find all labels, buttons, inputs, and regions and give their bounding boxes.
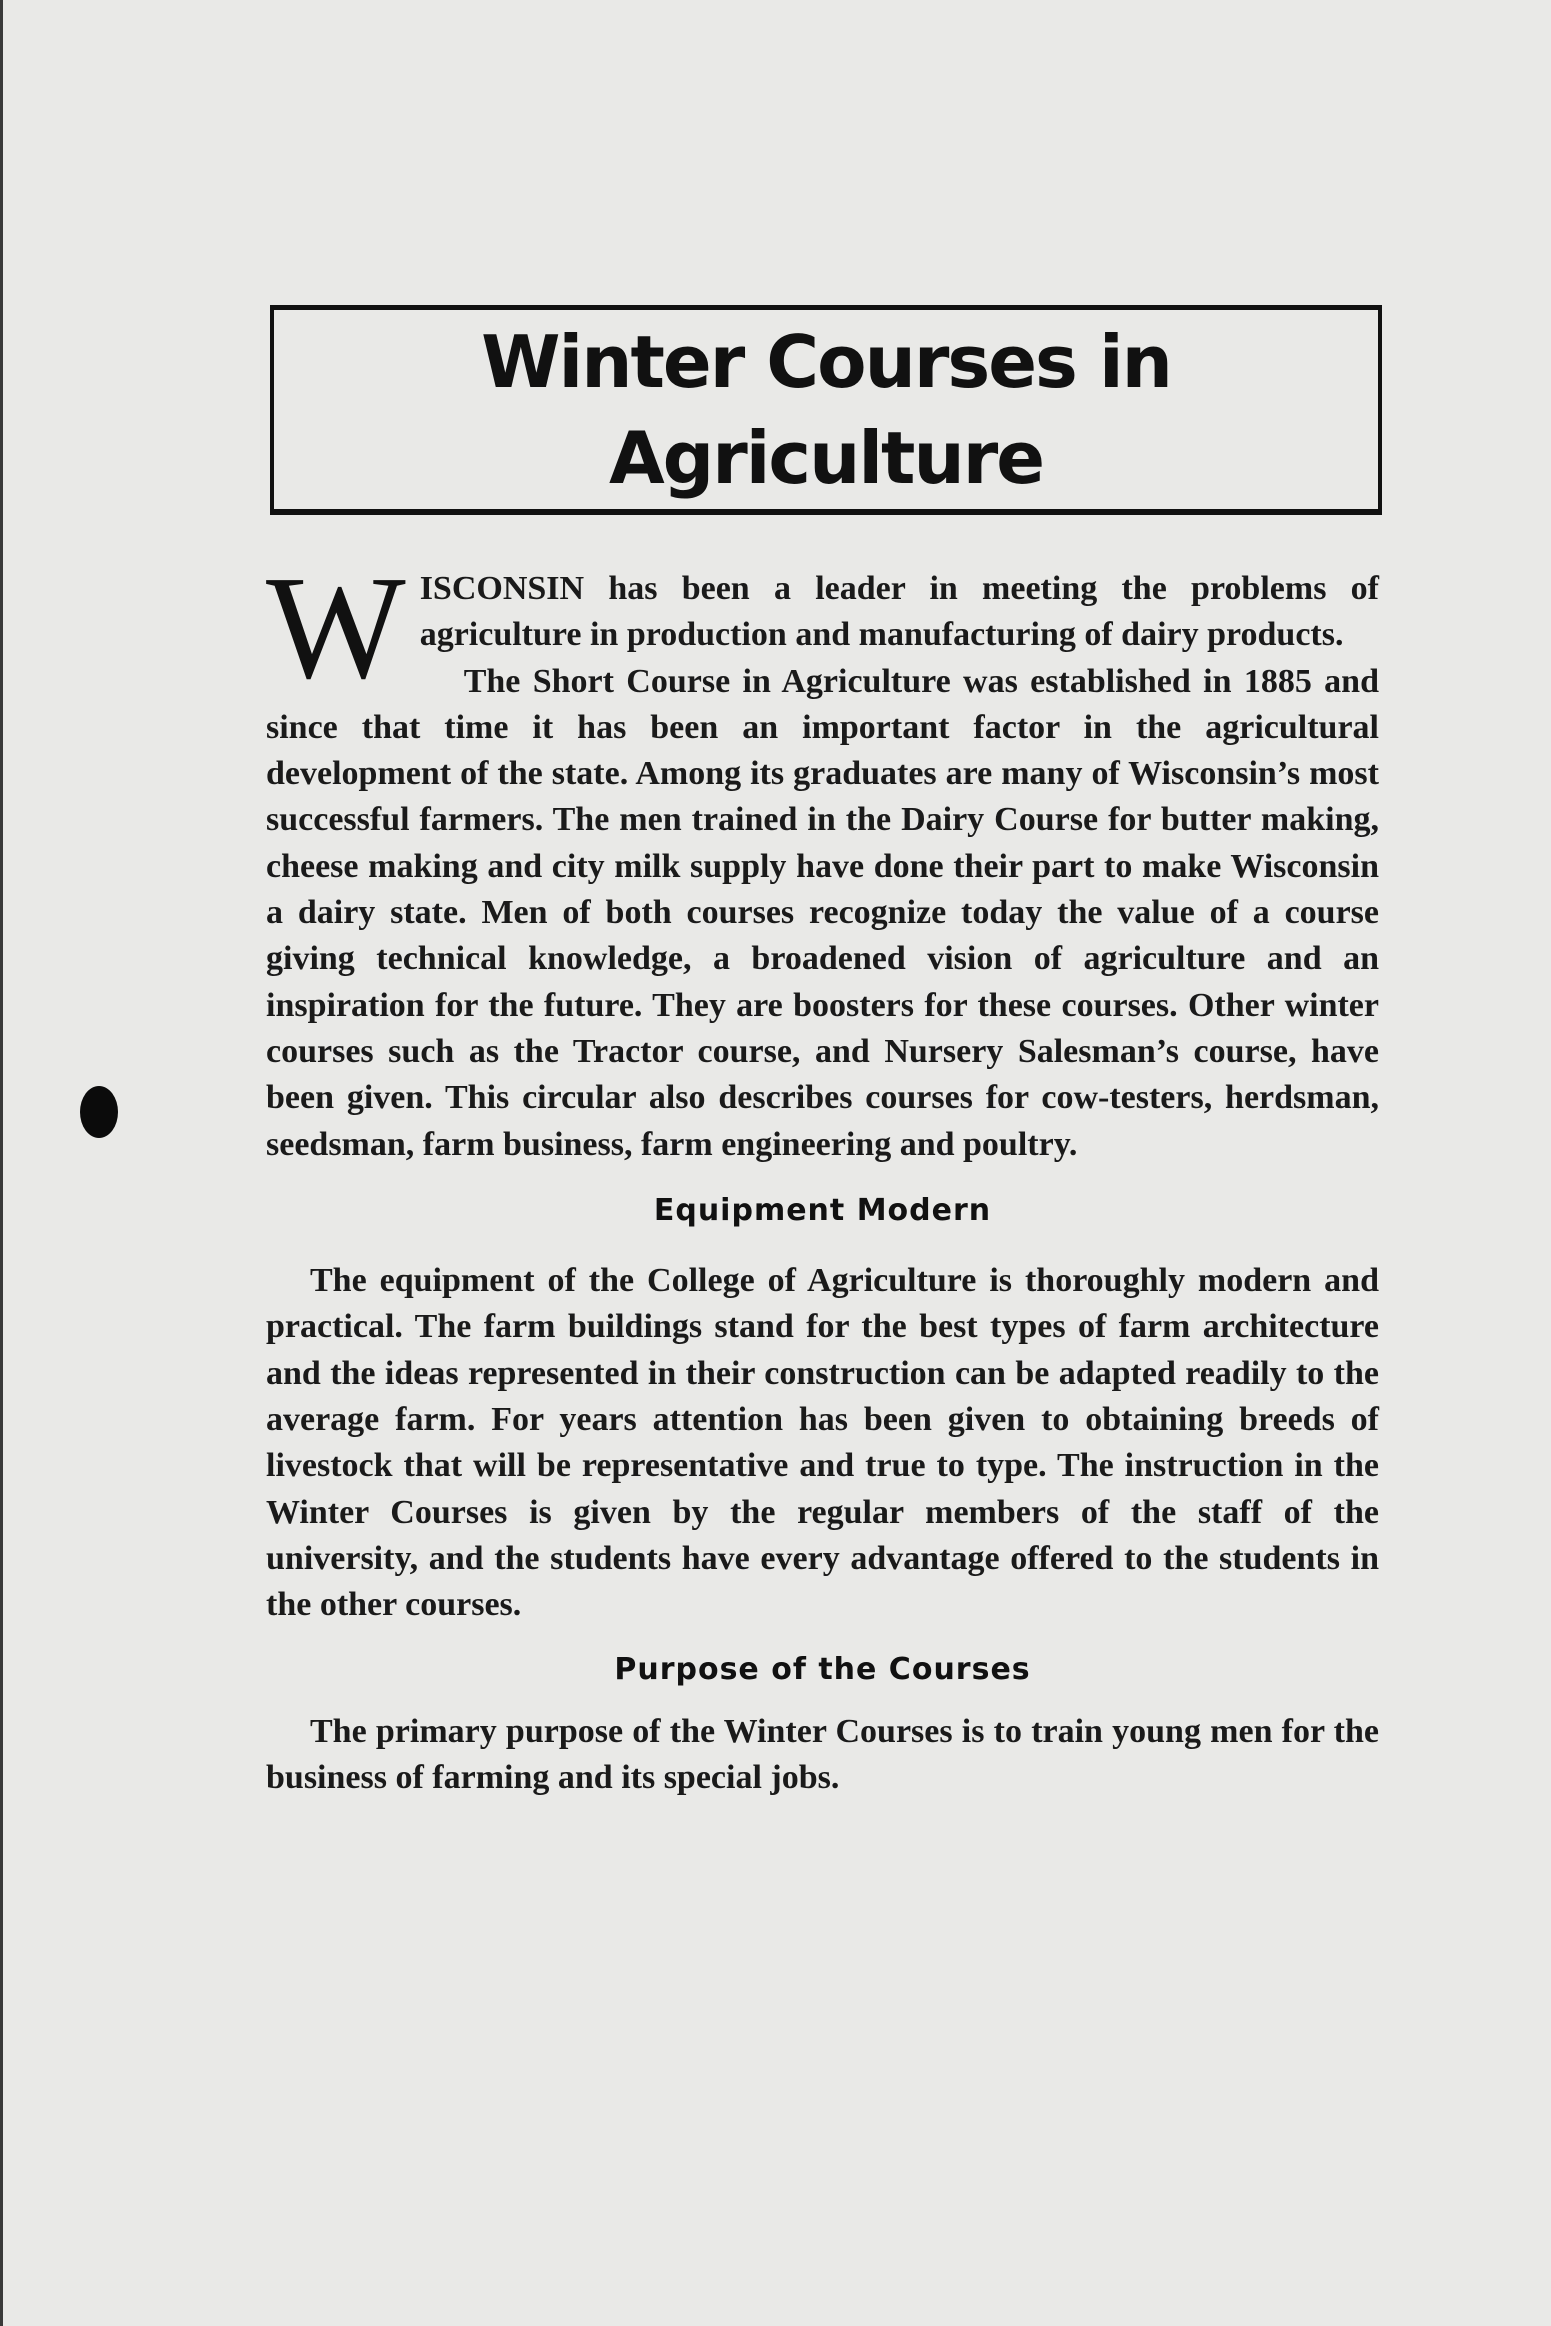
page-edge	[0, 0, 3, 2326]
title-line-1: Winter Courses in	[481, 319, 1171, 404]
intro-paragraph	[266, 546, 1379, 710]
purpose-heading: Purpose of the Courses	[614, 1651, 1031, 1687]
short-course-paragraph: The Short Course in Agriculture was established in 1885 and since that time it has been an important factor in the agricultural development of the state. Among its graduates are many of Wisconsin’s most successful farmers. The men trained in the Dairy Course for butter making, cheese making and city milk supply have done their part to make Wisconsin a dairy state. Men of both courses recognize today the value of a course giving technical knowledge, a broadened vision of agriculture and an inspiration for the future. They are boosters for these courses. Other winter courses such as the Tractor course, and Nursery Salesman’s course, have been given. This circular also describes courses for cow-testers, herdsman, seedsman, farm business, farm engineering and poultry.	[266, 662, 1379, 1163]
intro-text: ISCONSIN has been a leader in meeting the problems of agriculture in production and manufacturing of dairy products.	[419, 570, 1379, 654]
title-box	[270, 305, 1382, 515]
body-text	[266, 546, 1379, 1801]
purpose-paragraph: The primary purpose of the Winter Courses is to train young men for the business of farming and its special jobs.	[266, 1712, 1379, 1797]
title-line-2: Agriculture	[608, 415, 1044, 500]
punch-hole	[80, 1086, 118, 1138]
drop-cap: W	[266, 546, 406, 710]
equipment-paragraph: The equipment of the College of Agriculture is thoroughly modern and practical. The farm buildings stand for the best types of farm architecture and the ideas represented in their construction can be adapted readily to the average farm. For years attention has been given to obtaining breeds of livestock that will be representative and true to type. The instruction in the Winter Courses is given by the regular members of the staff of the university, and the students have every advantage offered to the students in the other courses.	[266, 1262, 1379, 1624]
equipment-heading: Equipment Modern	[653, 1192, 992, 1228]
